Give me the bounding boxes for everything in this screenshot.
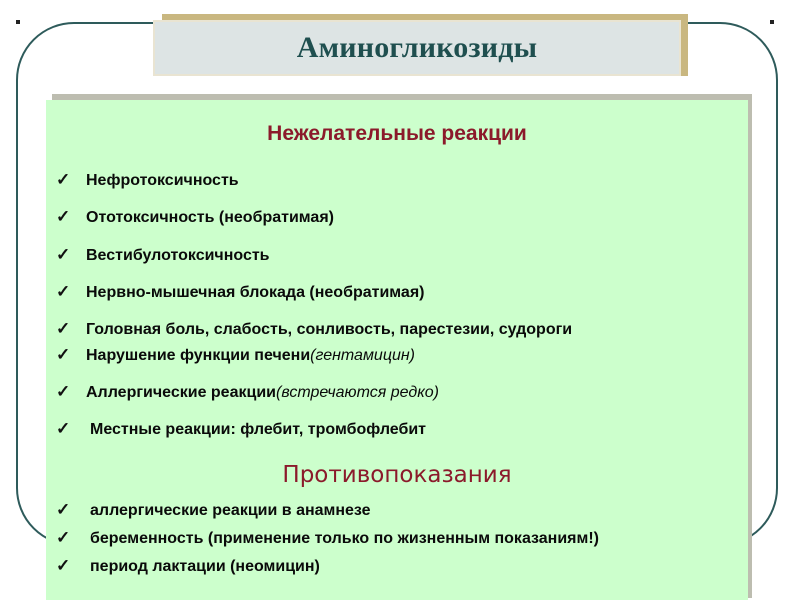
checkmark-icon: ✓ (56, 170, 71, 189)
list-item (56, 282, 425, 302)
corner-dot (770, 20, 774, 24)
item-text: Нефротоксичность (86, 172, 239, 189)
checkmark-icon: ✓ (56, 245, 71, 264)
list-item (56, 419, 426, 439)
list-item (56, 207, 334, 227)
list-item (56, 528, 599, 548)
item-text: Вестибулотоксичность (86, 247, 270, 264)
title-box (153, 20, 681, 76)
item-note: (гентамицин) (310, 347, 415, 364)
checkmark-icon: ✓ (56, 282, 71, 301)
item-note: (встречаются редко) (276, 384, 439, 401)
checkmark-icon: ✓ (56, 382, 71, 401)
checkmark-icon: ✓ (56, 556, 71, 575)
item-text: Местные реакции: флебит, тромбофлебит (90, 421, 427, 438)
list-item (56, 556, 320, 576)
side-effects-heading: Нежелательные реакции (267, 122, 527, 145)
item-text: Нарушение функции печени (86, 347, 311, 364)
checkmark-icon: ✓ (56, 345, 71, 364)
item-text: Аллергические реакции (86, 384, 276, 401)
checkmark-icon: ✓ (56, 419, 71, 438)
checkmark-icon: ✓ (56, 319, 71, 338)
list-item (56, 500, 371, 520)
contraindications-heading: Противопоказания (282, 462, 512, 488)
slide-title: Аминогликозиды (296, 31, 538, 64)
checkmark-icon: ✓ (56, 207, 71, 226)
list-item (56, 345, 415, 365)
item-text: беременность (применение только по жизненным показаниям!) (90, 530, 599, 547)
item-text: Ототоксичность (необратимая) (86, 209, 334, 226)
checkmark-icon: ✓ (56, 500, 71, 519)
item-text: Головная боль, слабость, сонливость, парестезии, судороги (86, 321, 573, 338)
list-item (56, 245, 270, 265)
list-item (56, 319, 572, 339)
corner-dot (16, 20, 20, 24)
list-item (56, 382, 439, 402)
item-text: период лактации (неомицин) (90, 558, 320, 575)
checkmark-icon: ✓ (56, 528, 71, 547)
item-text: аллергические реакции в анамнезе (90, 502, 371, 519)
list-item (56, 170, 239, 190)
item-text: Нервно-мышечная блокада (необратимая) (86, 284, 425, 301)
